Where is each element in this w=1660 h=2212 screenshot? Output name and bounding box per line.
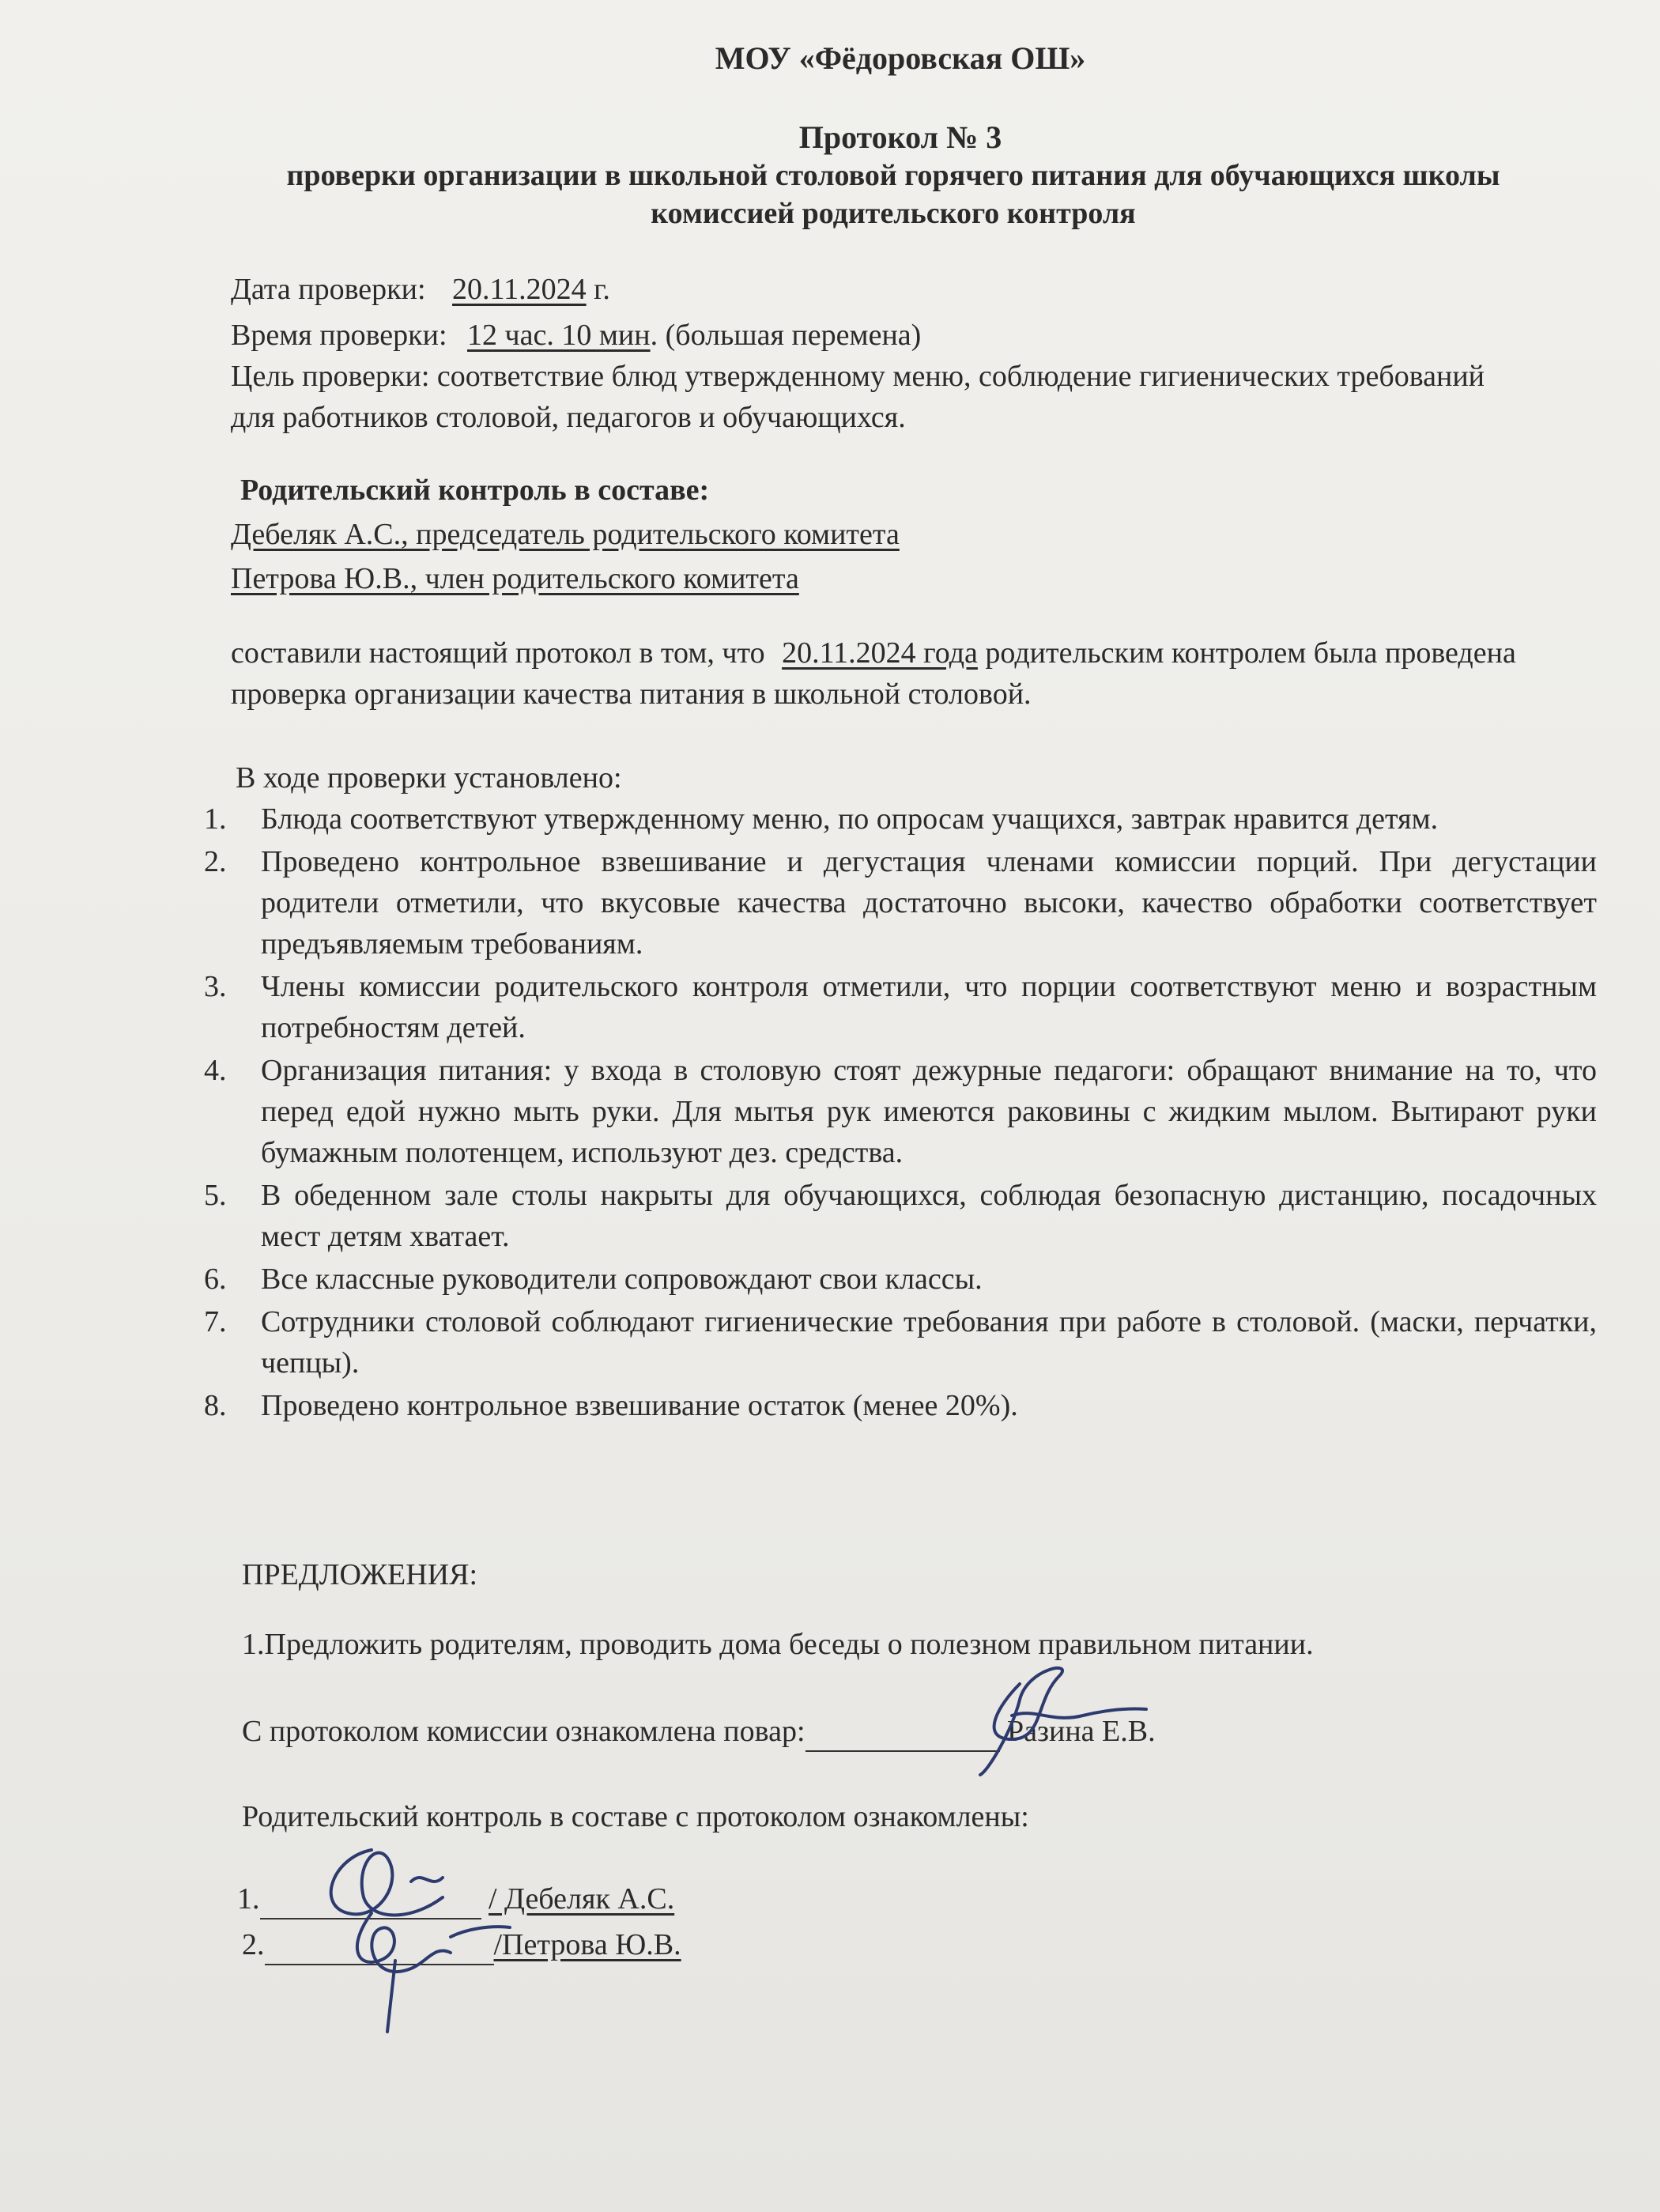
check-time-suffix: . (большая перемена) bbox=[650, 319, 922, 352]
finding-item: 4. Организация питания: у входа в столовую стоят дежурные педагоги: обращают внимание на то, что перед едой нужно мыть руки. Для мытья рук имеются раковины с жидким мылом. Вытирают руки бумажным полотенцем, используют дез. средства. bbox=[204, 1054, 1597, 1169]
finding-item: 7. Сотрудники столовой соблюдают гигиенические требования при работе в столовой. (маски, перчатки, чепцы). bbox=[204, 1305, 1597, 1380]
check-time bbox=[231, 315, 921, 356]
statement bbox=[231, 632, 1590, 715]
committee-member-1: Дебеляк А.С., председатель родительского комитета bbox=[231, 518, 900, 551]
check-date-value: 20.11.2024 bbox=[452, 273, 587, 306]
signer-2-signature bbox=[316, 1897, 522, 2040]
signer-1-name: / Дебеляк А.С. bbox=[489, 1882, 675, 1916]
findings-intro: В ходе проверки установлено: bbox=[236, 761, 622, 795]
committee-ack-label: Родительский контроль в составе с протоколом ознакомлены: bbox=[242, 1800, 1029, 1833]
committee-heading: Родительский контроль в составе: bbox=[240, 474, 710, 507]
protocol-number: Протокол № 3 bbox=[798, 119, 1002, 155]
statement-date: 20.11.2024 года bbox=[782, 636, 978, 670]
check-date bbox=[231, 269, 610, 310]
findings-list bbox=[198, 798, 1597, 1428]
signer-1-num: 1. bbox=[237, 1882, 260, 1916]
statement-suffix: родительским контролем была проведена проверка организации качества питания в школьной столовой. bbox=[231, 636, 1516, 711]
check-time-value: 12 час. 10 мин bbox=[467, 319, 651, 352]
protocol-title: проверки организации в школьной столовой горячего питания для обучающихся школы комиссией родительского контроля bbox=[286, 159, 1500, 230]
cook-signature bbox=[964, 1660, 1162, 1779]
school-name: МОУ «Фёдоровская ОШ» bbox=[715, 40, 1086, 76]
check-goal: Цель проверки: соответствие блюд утвержденному меню, соблюдение гигиенических требований для работников столовой, педагогов и обучающихся. bbox=[231, 360, 1485, 434]
cook-name: Разина Е.В. bbox=[1007, 1715, 1156, 1748]
committee-member-2: Петрова Ю.В., член родительского комитета bbox=[231, 562, 799, 595]
proposals-heading: ПРЕДЛОЖЕНИЯ: bbox=[242, 1558, 478, 1591]
check-date-label: Дата проверки: bbox=[231, 273, 426, 306]
finding-item: 2. Проведено контрольное взвешивание и дегустация членами комиссии порций. При дегустации родители отметили, что вкусовые качества достаточно высоки, качество обработки соответствует предъявляемым требованиям. bbox=[204, 845, 1597, 961]
finding-item: 8. Проведено контрольное взвешивание остаток (менее 20%). bbox=[204, 1389, 1018, 1422]
check-date-suffix: г. bbox=[594, 273, 610, 306]
finding-item: 1. Блюда соответствуют утвержденному меню, по опросам учащихся, завтрак нравится детям. bbox=[204, 802, 1439, 836]
proposal-item: 1.Предложить родителям, проводить дома беседы о полезном правильном питании. bbox=[242, 1628, 1314, 1661]
finding-item: 5. В обеденном зале столы накрыты для обучающихся, соблюдая безопасную дистанцию, посадочных мест детям хватает. bbox=[204, 1179, 1597, 1253]
signer-2-name: /Петрова Ю.В. bbox=[493, 1928, 681, 1961]
finding-item: 6. Все классные руководители сопровождают свои классы. bbox=[204, 1263, 983, 1296]
finding-item: 3. Члены комиссии родительского контроля отметили, что порции соответствуют меню и возрастным потребностям детей. bbox=[204, 970, 1597, 1044]
check-time-label: Время проверки: bbox=[231, 319, 447, 352]
statement-prefix: составили настоящий протокол в том, что bbox=[231, 636, 765, 670]
signer-2-num: 2. bbox=[242, 1928, 265, 1961]
cook-ack-label: С протоколом комиссии ознакомлена повар: bbox=[242, 1715, 805, 1748]
